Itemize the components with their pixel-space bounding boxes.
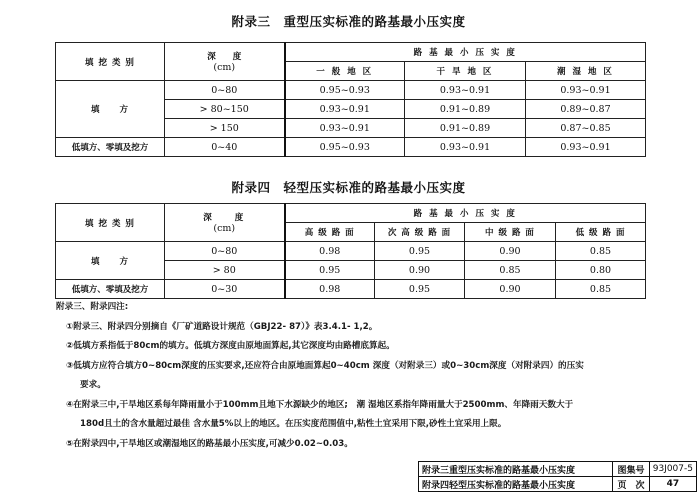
t4-sub-header: 中 级 路 面 <box>465 223 556 242</box>
t4-sub-header: 低 级 路 面 <box>556 223 646 242</box>
t4-sub-header: 次 高 级 路 面 <box>375 223 465 242</box>
t3-value-cell: 0.95~0.93 <box>285 81 405 100</box>
title-block-row2-title: 附录四轻型压实标准的路基最小压实度 <box>419 477 613 492</box>
t3-depth-cell: 0~80 <box>165 81 285 100</box>
t4-value-cell: 0.85 <box>556 280 646 299</box>
title-block-atlas-label: 图集号 <box>613 462 649 477</box>
t4-value-cell: 0.95 <box>285 261 375 280</box>
t3-category-fill: 填 方 <box>56 81 165 138</box>
note-2: ②低填方系指低于80cm的填方。低填方深度由原地面算起,其它深度均由路槽底算起。 <box>66 341 395 351</box>
t3-header-compaction: 路 基 最 小 压 实 度 <box>285 43 646 62</box>
t3-value-cell: 0.93~0.91 <box>405 81 526 100</box>
t3-value-cell: 0.95~0.93 <box>285 138 405 157</box>
t3-value-cell: 0.93~0.91 <box>285 119 405 138</box>
note-3: ③低填方应符合填方0~80cm深度的压实要求,还应符合由原地面算起0~40cm 深度（对附录三）或0~30cm深度（对附录四）的压实 <box>66 360 584 371</box>
title-block-page-number: 47 <box>649 477 696 492</box>
title-block-row1-title: 附录三重型压实标准的路基最小压实度 <box>419 462 613 477</box>
t4-depth-label: 深 度 <box>203 213 246 223</box>
t4-value-cell: 0.90 <box>465 242 556 261</box>
t4-header-depth <box>165 204 285 242</box>
t3-value-cell: 0.91~0.89 <box>405 119 526 138</box>
note-4: ④在附录三中,干旱地区系每年降雨量小于100mm且地下水源缺少的地区; 潮 湿地区系指年降雨量大于2500mm、年降雨天数大于 <box>66 399 574 410</box>
table4 <box>55 203 646 299</box>
t3-sub-header: 潮 湿 地 区 <box>526 62 646 81</box>
t3-header-depth <box>165 43 285 81</box>
t4-depth-cell: 0~30 <box>165 280 285 299</box>
t4-category-fill: 填 方 <box>56 242 165 280</box>
t3-value-cell: 0.87~0.85 <box>526 119 646 138</box>
t4-value-cell: 0.85 <box>556 242 646 261</box>
table4-title: 附录四 轻型压实标准的路基最小压实度 <box>231 180 466 195</box>
t4-value-cell: 0.85 <box>465 261 556 280</box>
t4-value-cell: 0.90 <box>375 261 465 280</box>
t4-value-cell: 0.98 <box>285 242 375 261</box>
t4-value-cell: 0.90 <box>465 280 556 299</box>
t4-depth-cell: > 80 <box>165 261 285 280</box>
t3-depth-unit: (cm) <box>213 62 236 73</box>
t3-value-cell: 0.89~0.87 <box>526 100 646 119</box>
table3 <box>55 42 646 157</box>
t3-depth-cell: 0~40 <box>165 138 285 157</box>
t3-value-cell: 0.91~0.89 <box>405 100 526 119</box>
t4-sub-header: 高 级 路 面 <box>285 223 375 242</box>
t3-depth-label: 深 度 <box>207 52 242 62</box>
t3-value-cell: 0.93~0.91 <box>526 138 646 157</box>
t3-sub-header: 一 般 地 区 <box>285 62 405 81</box>
t4-category-low-fill: 低填方、零填及挖方 <box>56 280 165 299</box>
title-block-atlas-number: 93J007-5 <box>649 462 696 477</box>
t4-value-cell: 0.95 <box>375 280 465 299</box>
t3-sub-header: 干 旱 地 区 <box>405 62 526 81</box>
notes-heading: 附录三、附录四注: <box>56 302 129 312</box>
table3-title: 附录三 重型压实标准的路基最小压实度 <box>231 14 466 29</box>
note-4-cont: 180d且土的含水量超过最佳 含水量5%以上的地区。在压实度范围值中,粘性土宜采用下限,砂性土宜采用上限。 <box>80 419 507 429</box>
note-3-cont: 要求。 <box>80 380 106 390</box>
t3-value-cell: 0.93~0.91 <box>526 81 646 100</box>
note-1: ①附录三、附录四分别摘自《厂矿道路设计规范（GBJ22- 87）》表3.4.1- 1,2。 <box>66 321 378 332</box>
t3-category-low-fill: 低填方、零填及挖方 <box>56 138 165 157</box>
t4-value-cell: 0.98 <box>285 280 375 299</box>
t3-header-fill-type: 填 挖 类 别 <box>56 43 165 81</box>
t4-value-cell: 0.95 <box>375 242 465 261</box>
notes-section <box>58 298 658 454</box>
t3-depth-cell: > 80~150 <box>165 100 285 119</box>
note-5: ⑤在附录四中,干旱地区或潮湿地区的路基最小压实度,可减少0.02~0.03。 <box>66 438 353 449</box>
t3-value-cell: 0.93~0.91 <box>405 138 526 157</box>
t4-header-fill-type: 填 挖 类 别 <box>56 204 165 242</box>
t4-header-compaction: 路 基 最 小 压 实 度 <box>285 204 646 223</box>
title-block-page-label: 页 次 <box>613 477 649 492</box>
t3-value-cell: 0.93~0.91 <box>285 100 405 119</box>
t4-depth-unit: (cm) <box>213 223 236 234</box>
t3-depth-cell: > 150 <box>165 119 285 138</box>
t4-depth-cell: 0~80 <box>165 242 285 261</box>
title-block <box>418 461 697 492</box>
t4-value-cell: 0.80 <box>556 261 646 280</box>
